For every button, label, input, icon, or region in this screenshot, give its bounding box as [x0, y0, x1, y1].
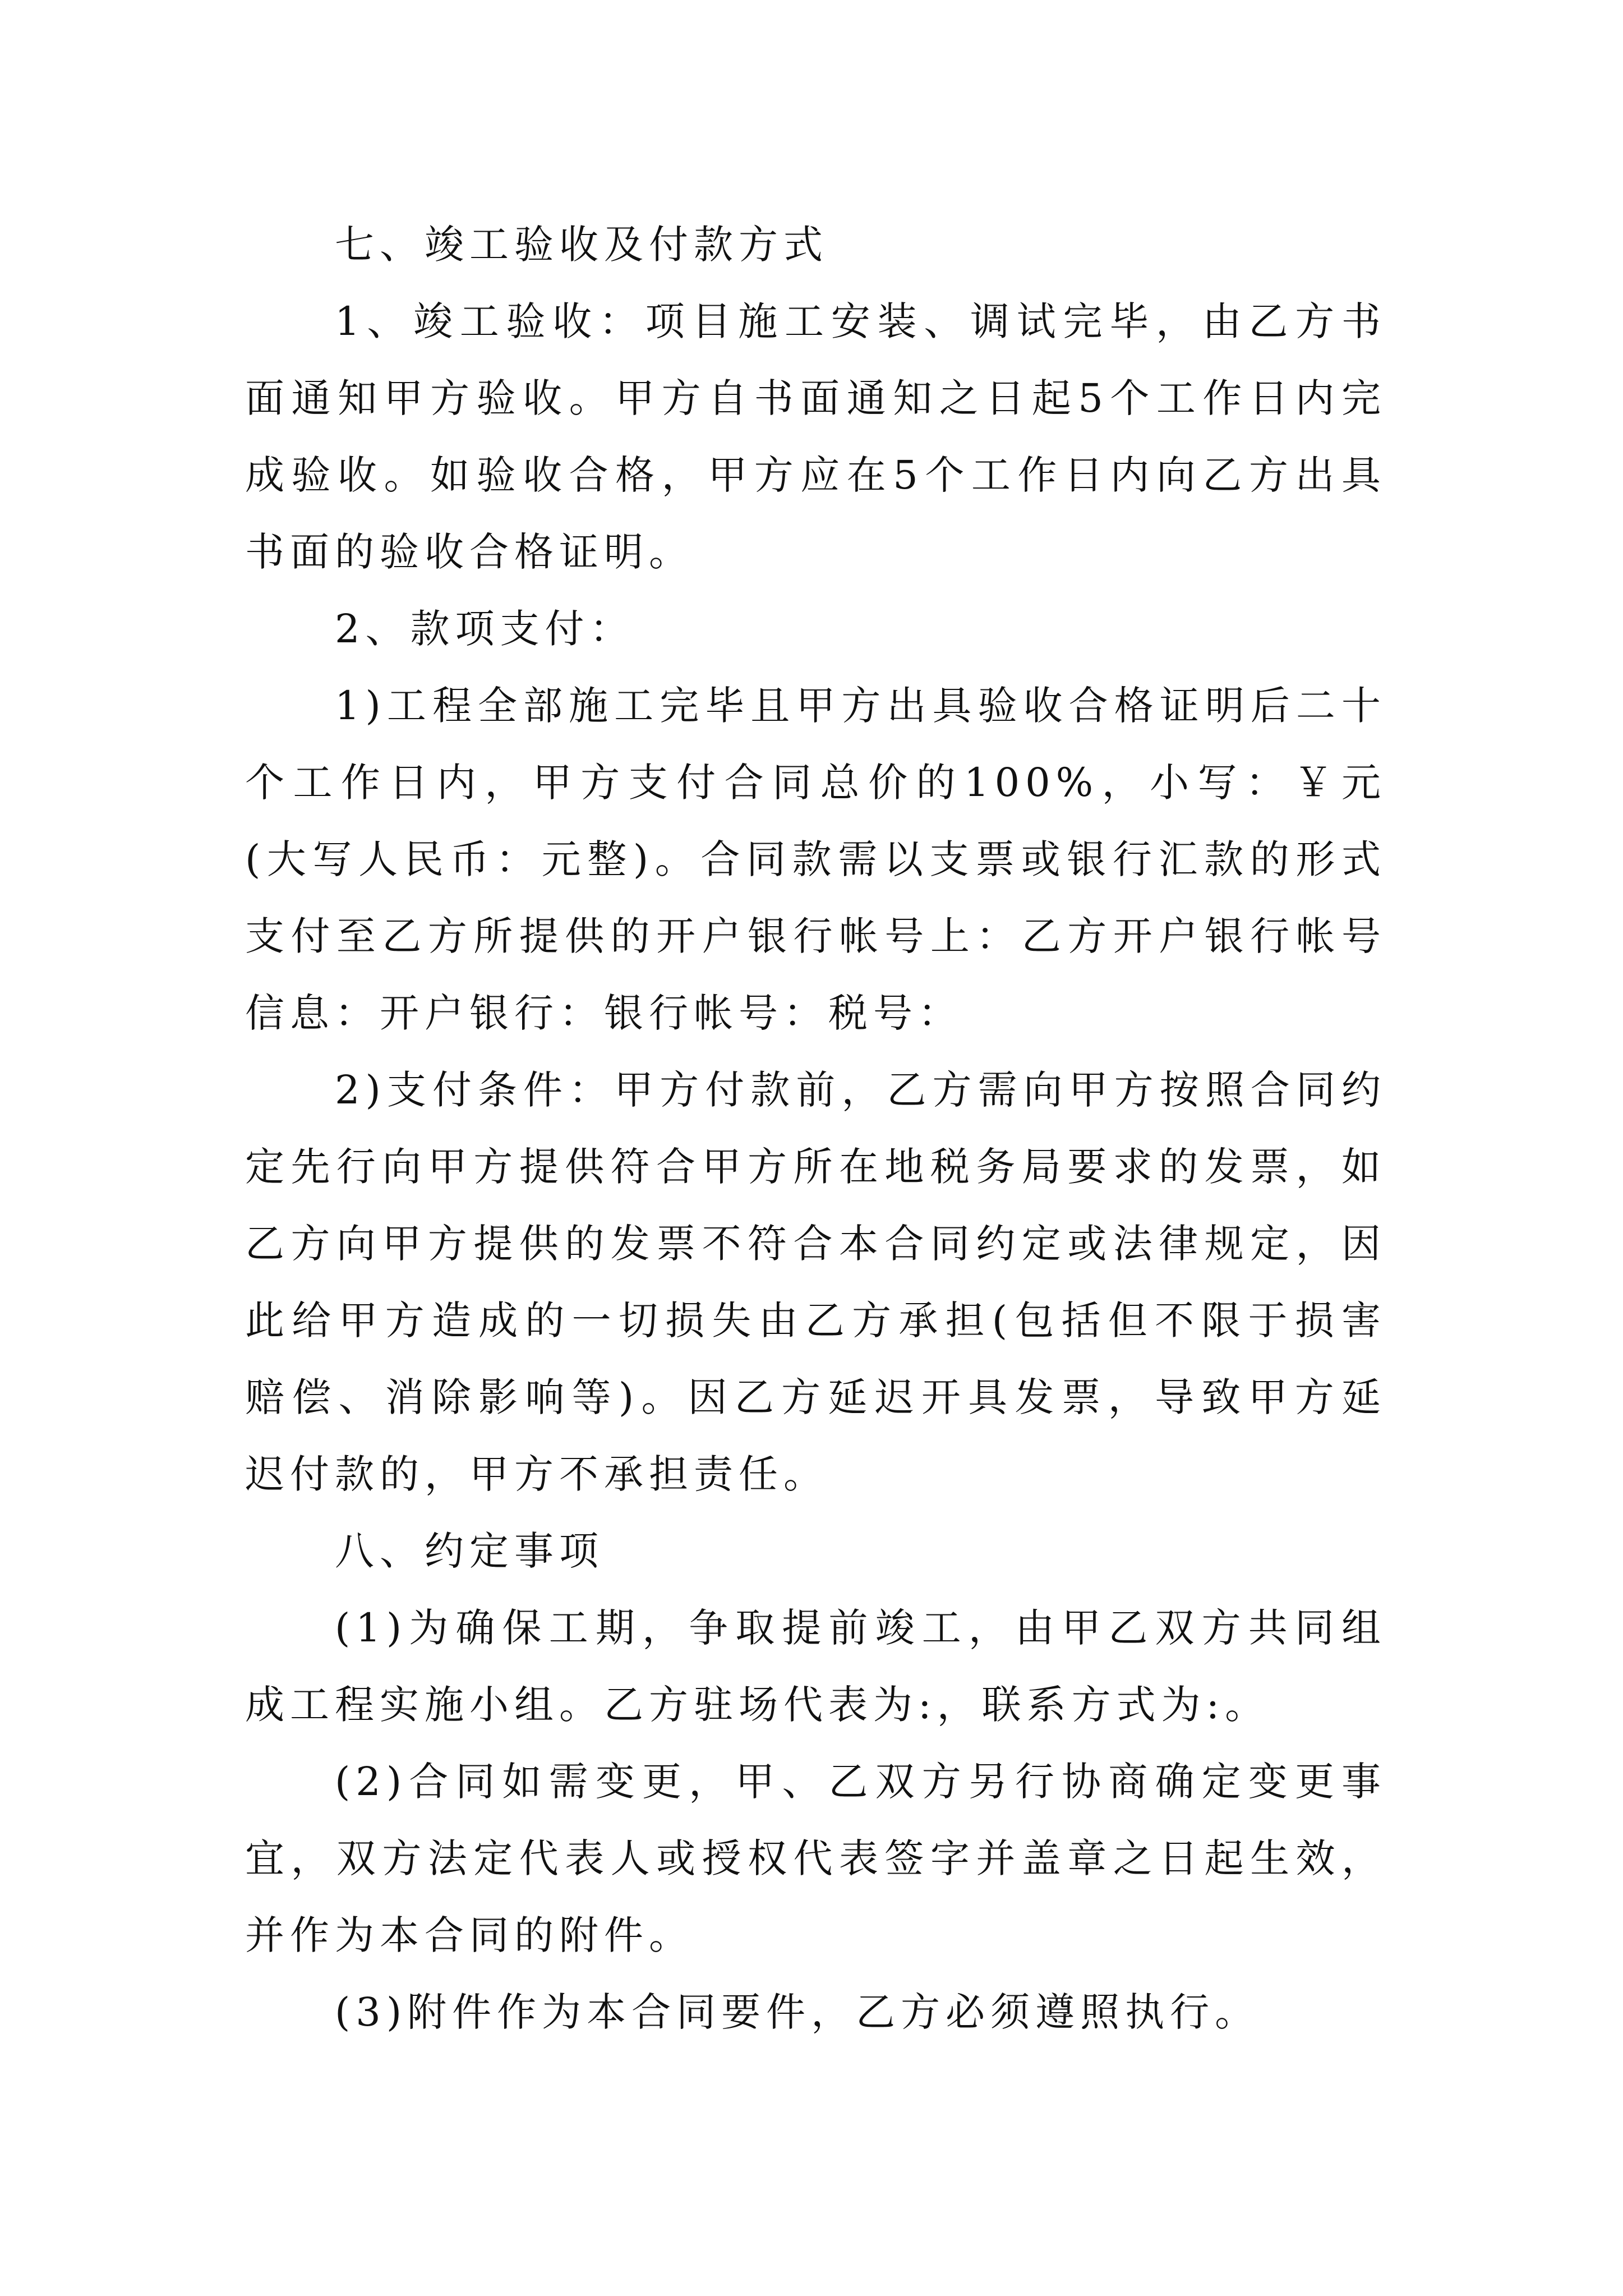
payment-subheading: 2、款项支付：	[335, 606, 635, 652]
section-7-heading: 七、竣工验收及付款方式	[335, 222, 828, 268]
acceptance-paragraph: 1、竣工验收：项目施工安装、调试完毕，由乙方书面通知甲方验收。甲方自书面通知之日起5个工作日内完成验收。如验收合格，甲方应在5个工作日内向乙方出具书面的验收合格证明。	[245, 298, 1386, 575]
payment-conditions-paragraph: 2)支付条件：甲方付款前，乙方需向甲方按照合同约定先行向甲方提供符合甲方所在地税务局要求的发票，如乙方向甲方提供的发票不符合本合同约定或法律规定，因此给甲方造成的一切损失由乙方承担(包括但不限于损害赔偿、消除影响等)。因乙方延迟开具发票，导致甲方延迟付款的，甲方不承担责任。	[245, 1067, 1386, 1497]
document-body	[245, 206, 1386, 2051]
agreement-item-1: (1)为确保工期，争取提前竣工，由甲乙双方共同组成工程实施小组。乙方驻场代表为:，联系方式为:。	[245, 1605, 1386, 1728]
payment-amount-paragraph: 1)工程全部施工完毕且甲方出具验收合格证明后二十个工作日内，甲方支付合同总价的100%，小写：￥元(大写人民币：元整)。合同款需以支票或银行汇款的形式支付至乙方所提供的开户银行帐号上：乙方开户银行帐号信息：开户银行：银行帐号：税号：	[245, 683, 1386, 1036]
section-8-heading: 八、约定事项	[335, 1528, 604, 1574]
agreement-item-3: (3)附件作为本合同要件，乙方必须遵照执行。	[335, 1989, 1260, 2035]
agreement-item-2: (2)合同如需变更，甲、乙双方另行协商确定变更事宜，双方法定代表人或授权代表签字并盖章之日起生效，并作为本合同的附件。	[245, 1759, 1386, 1958]
